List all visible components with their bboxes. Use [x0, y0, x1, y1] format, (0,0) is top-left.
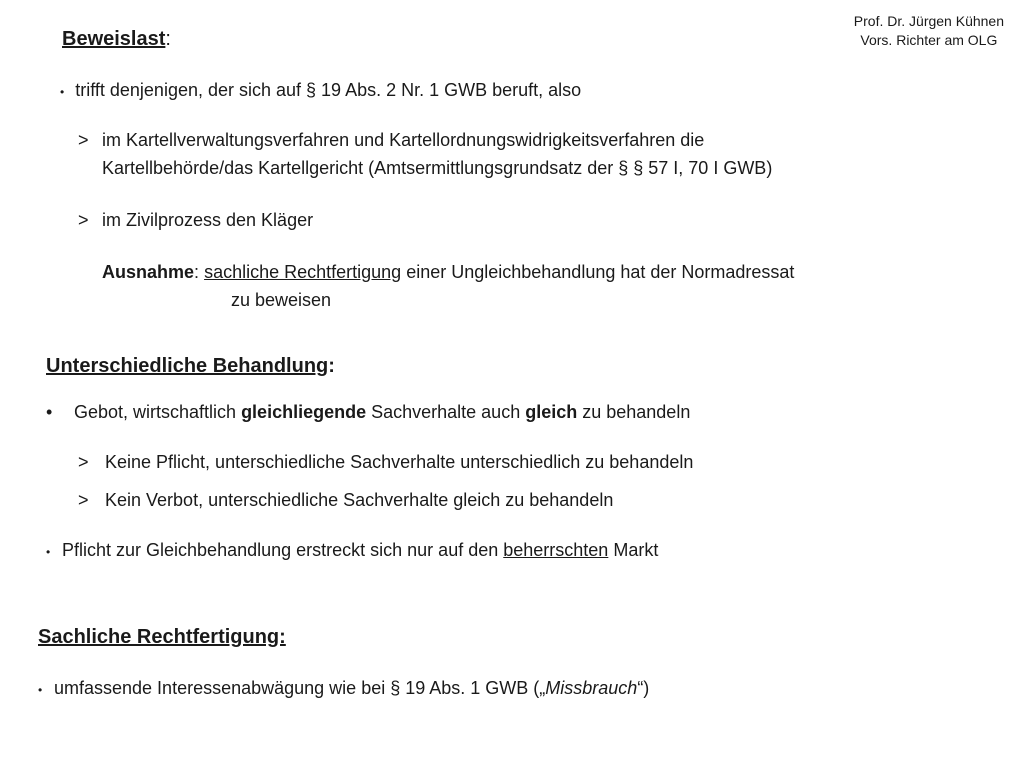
bullet: •: [60, 85, 65, 99]
heading-behandlung: Unterschiedliche Behandlung:: [46, 355, 335, 377]
beweislast-exception-line-2: zu beweisen: [231, 290, 332, 310]
author-title: Vors. Richter am OLG: [860, 32, 998, 48]
rechtfertigung-item-1: • umfassende Interessenabwägung wie bei § 19 Abs. 1 GWB („Missbrauch“): [38, 678, 650, 698]
arrow: >: [78, 452, 89, 472]
exception-term: sachliche Rechtfertigung: [204, 262, 402, 282]
bullet: •: [38, 683, 43, 697]
exception-label: Ausnahme: [102, 262, 195, 282]
author-name: Prof. Dr. Jürgen Kühnen: [853, 13, 1004, 29]
bullet: •: [46, 402, 53, 422]
heading-rechtfertigung: Sachliche Rechtfertigung:: [38, 626, 286, 648]
heading-beweislast: Beweislast:: [62, 28, 171, 50]
behandlung-item-2: • Pflicht zur Gleichbehandlung erstreckt sich nur auf den beherrschten Markt: [46, 540, 659, 560]
beweislast-item-1: • trifft denjenigen, der sich auf § 19 Abs. 2 Nr. 1 GWB beruft, also: [60, 80, 582, 100]
beweislast-exception: Ausnahme: sachliche Rechtfertigung einer Ungleichbehandlung hat der Normadressat: [102, 262, 795, 282]
arrow: >: [78, 130, 89, 150]
beweislast-sub-1: > im Kartellverwaltungsverfahren und Kartellordnungswidrigkeitsverfahren die: [78, 130, 705, 150]
bullet: •: [46, 545, 51, 559]
beweislast-sub-1-line-2: Kartellbehörde/das Kartellgericht (Amtsermittlungsgrundsatz der § § 57 I, 70 I GWB): [102, 158, 773, 178]
behandlung-sub-1: > Keine Pflicht, unterschiedliche Sachverhalte unterschiedlich zu behandeln: [78, 452, 694, 472]
behandlung-sub-2: > Kein Verbot, unterschiedliche Sachverhalte gleich zu behandeln: [78, 490, 614, 510]
arrow: >: [78, 490, 89, 510]
beweislast-sub-2: > im Zivilprozess den Kläger: [78, 210, 314, 230]
author-block: [854, 12, 1004, 50]
arrow: >: [78, 210, 89, 230]
behandlung-item-1: • Gebot, wirtschaftlich gleichliegende Sachverhalte auch gleich zu behandeln: [46, 402, 691, 422]
